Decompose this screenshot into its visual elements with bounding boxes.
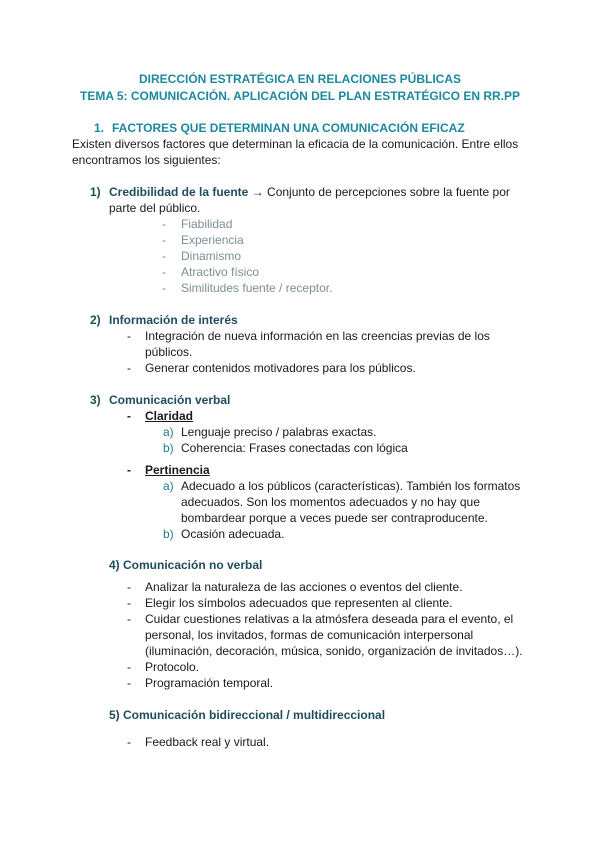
factor-5-title: 5) Comunicación bidireccional / multidireccional <box>109 708 386 722</box>
list-item: Lenguaje preciso / palabras exactas. <box>181 425 377 439</box>
list-item: Analizar la naturaleza de las acciones o eventos del cliente. <box>145 580 463 594</box>
dash: - <box>162 281 166 295</box>
list-item: Feedback real y virtual. <box>145 735 270 749</box>
dash: - <box>162 217 166 231</box>
dash: - <box>127 660 131 674</box>
list-item: Similitudes fuente / receptor. <box>181 281 333 295</box>
list-item-cont: públicos. <box>145 345 193 359</box>
dash: - <box>127 463 131 477</box>
document-title: DIRECCIÓN ESTRATÉGICA EN RELACIONES PÚBLICAS <box>138 72 462 86</box>
list-item: Programación temporal. <box>145 676 274 690</box>
list-item-cont: personal, los invitados, formas de comunicación interpersonal <box>145 628 474 642</box>
factor-2-title: Información de interés <box>109 313 238 327</box>
dash: - <box>162 249 166 263</box>
factor-3-title: Comunicación verbal <box>109 393 231 407</box>
subheading-pertinencia: Pertinencia <box>145 463 210 477</box>
factor-1-number: 1) <box>90 185 101 199</box>
list-item: Adecuado a los públicos (características). También los formatos <box>181 479 521 493</box>
section-number: 1. <box>94 121 105 135</box>
list-item: Atractivo físico <box>181 265 260 279</box>
dash: - <box>162 265 166 279</box>
marker-a: a) <box>163 425 174 439</box>
dash: - <box>127 580 131 594</box>
factor-1-title: Credibilidad de la fuente <box>109 185 249 199</box>
list-item: Ocasión adecuada. <box>181 527 285 541</box>
list-item: Protocolo. <box>145 660 200 674</box>
marker-b: b) <box>163 527 174 541</box>
dash: - <box>127 735 131 749</box>
dash: - <box>127 409 131 423</box>
dash: - <box>127 361 131 375</box>
list-item: Experiencia <box>181 233 244 247</box>
list-item-cont: bombardear porque a veces puede ser contraproducente. <box>181 511 488 525</box>
list-item: Fiabilidad <box>181 217 233 231</box>
dash: - <box>127 676 131 690</box>
list-item: Generar contenidos motivadores para los públicos. <box>145 361 416 375</box>
factor-1-desc-cont: parte del público. <box>109 201 201 215</box>
factor-1-line <box>109 185 510 200</box>
document-subtitle: TEMA 5: COMUNICACIÓN. APLICACIÓN DEL PLAN ESTRATÉGICO EN RR.PP <box>79 89 520 103</box>
factor-1-desc: → Conjunto de percepciones sobre la fuente por <box>248 185 510 199</box>
list-item-cont: adecuados. Son los momentos adecuados y no hay que <box>181 495 480 509</box>
factor-4-title: 4) Comunicación no verbal <box>109 558 263 572</box>
factor-2-number: 2) <box>90 313 101 327</box>
dash: - <box>127 329 131 343</box>
list-item: Dinamismo <box>181 249 242 263</box>
dash: - <box>162 233 166 247</box>
dash: - <box>127 596 131 610</box>
list-item: Elegir los símbolos adecuados que representen al cliente. <box>145 596 453 610</box>
factor-3-number: 3) <box>90 393 101 407</box>
list-item: Integración de nueva información en las creencias previas de los <box>145 329 490 343</box>
intro-line-1: Existen diversos factores que determinan la eficacia de la comunicación. Entre ellos <box>72 137 519 151</box>
marker-a: a) <box>163 479 174 493</box>
dash: - <box>127 612 131 626</box>
intro-line-2: encontramos los siguientes: <box>72 153 221 167</box>
list-item: Cuidar cuestiones relativas a la atmósfera deseada para el evento, el <box>145 612 514 626</box>
list-item-cont: (iluminación, decoración, música, sonido, organización de invitados…). <box>145 644 523 658</box>
subheading-claridad: Claridad <box>145 409 194 423</box>
section-heading: FACTORES QUE DETERMINAN UNA COMUNICACIÓN EFICAZ <box>112 121 465 135</box>
marker-b: b) <box>163 441 174 455</box>
list-item: Coherencia: Frases conectadas con lógica <box>181 441 408 455</box>
